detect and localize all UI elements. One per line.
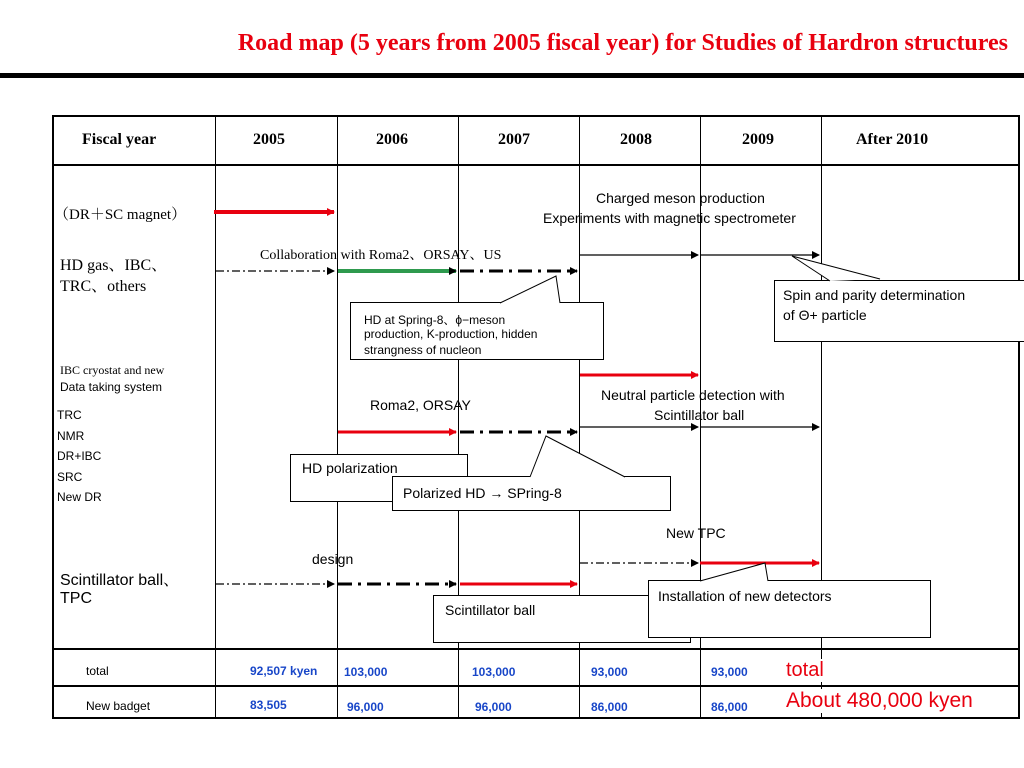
pointer-polarized-hd xyxy=(530,436,625,477)
label-scint-1: Scintillator ball、 xyxy=(60,572,180,589)
header-year-2007: 2007 xyxy=(498,131,530,148)
header-year-2005: 2005 xyxy=(253,131,285,148)
header-fiscal-year: Fiscal year xyxy=(82,131,157,148)
annotation-roma2-orsay: Roma2, ORSAY xyxy=(370,397,471,413)
annotation-spin-parity-1: Spin and parity determination xyxy=(783,287,966,303)
header-after-2010: After 2010 xyxy=(856,131,929,148)
annotation-scintillator-ball: Scintillator ball xyxy=(445,602,536,618)
label-sub-nmr: NMR xyxy=(57,429,85,443)
annotation-neutral-1: Neutral particle detection with xyxy=(601,387,785,403)
budget-total-2009: 93,000 xyxy=(711,665,748,679)
annotation-spin-parity-2: of Θ+ particle xyxy=(783,307,867,323)
annotation-collaboration: Collaboration with Roma2、ORSAY、US xyxy=(260,248,502,263)
annotation-design: design xyxy=(312,551,354,567)
label-hd-gas-1: HD gas、IBC、 xyxy=(60,257,168,274)
label-magnet: （DR＋SC magnet） xyxy=(54,207,187,223)
budget-total-2008: 93,000 xyxy=(591,665,628,679)
budget-total-2007: 103,000 xyxy=(472,665,516,679)
budget-new-2006: 96,000 xyxy=(347,700,384,714)
pointer-hd-spring8 xyxy=(500,276,560,303)
budget-new-2007: 96,000 xyxy=(475,700,512,714)
budget-new-2009: 86,000 xyxy=(711,700,748,714)
budget-total-label: total xyxy=(86,664,109,678)
header-year-2008: 2008 xyxy=(620,131,652,148)
budget-new-label: New badget xyxy=(86,699,151,713)
pointer-spin-parity xyxy=(792,256,880,281)
annotation-charged-meson-1: Charged meson production xyxy=(596,190,765,206)
budget-new-2005: 83,505 xyxy=(250,698,287,712)
annotation-charged-meson-2: Experiments with magnetic spectrometer xyxy=(543,210,796,226)
label-scint-2: TPC xyxy=(60,590,92,607)
grand-total-label: total xyxy=(786,659,824,681)
budget-total-2005: 92,507 kyen xyxy=(250,664,318,678)
annotation-hd-spring8-1: HD at Spring-8、ϕ−meson xyxy=(364,313,506,327)
annotation-neutral-2: Scintillator ball xyxy=(654,407,745,423)
annotation-installation: Installation of new detectors xyxy=(658,588,832,604)
label-sub-trc: TRC xyxy=(57,408,82,422)
grand-total-value: About 480,000 kyen xyxy=(786,689,973,712)
label-hd-gas-2: TRC、others xyxy=(60,278,147,295)
annotation-new-tpc: New TPC xyxy=(666,525,726,541)
label-ibc-1: IBC cryostat and new xyxy=(60,363,165,377)
header-year-2009: 2009 xyxy=(742,131,774,148)
label-sub-new-dr: New DR xyxy=(57,490,102,504)
label-sub-src: SRC xyxy=(57,470,83,484)
page-title: Road map (5 years from 2005 fiscal year) for Studies of Hardron structures xyxy=(237,30,1008,56)
pointer-installation xyxy=(700,563,768,581)
annotation-hd-polarization: HD polarization xyxy=(302,460,398,476)
annotation-hd-spring8-3: strangness of nucleon xyxy=(364,343,482,357)
label-ibc-2: Data taking system xyxy=(60,380,163,394)
budget-total-2006: 103,000 xyxy=(344,665,388,679)
annotation-hd-spring8-2: production, K-production, hidden xyxy=(364,327,538,341)
annotation-polarized-hd: Polarized HD → SPring-8 xyxy=(403,485,562,501)
header-year-2006: 2006 xyxy=(376,131,408,148)
label-sub-dr-ibc: DR+IBC xyxy=(57,449,102,463)
budget-new-2008: 86,000 xyxy=(591,700,628,714)
